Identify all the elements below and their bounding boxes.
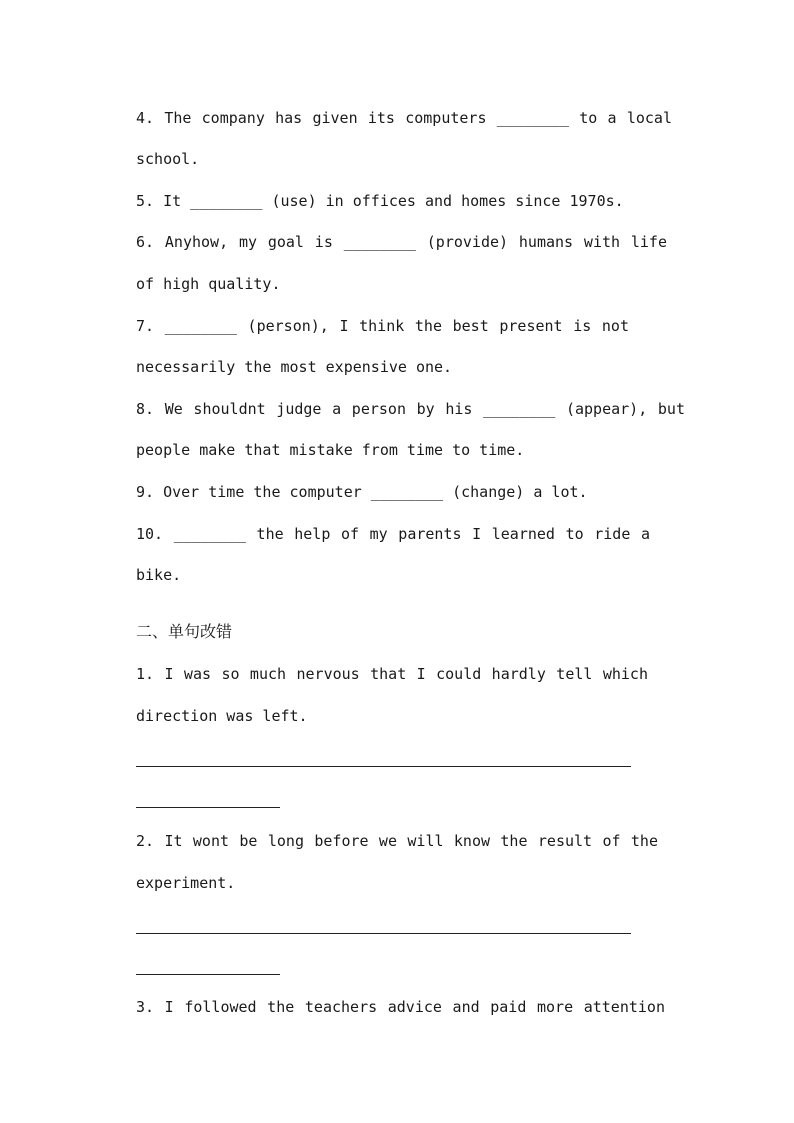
answer-blank-line[interactable] [136,807,280,808]
exercise-line: 7. ________ (person), I think the best present is not [136,317,629,335]
answer-blank-line[interactable] [136,766,631,767]
section-heading: 二、单句改错 [136,622,233,641]
error-item-line: direction was left. [136,707,308,725]
exercise-line: 5. It ________ (use) in offices and homes since 1970s. [136,192,624,210]
error-item-line: 2. It wont be long before we will know the result of the [136,832,658,850]
exercise-line: 9. Over time the computer ________ (change) a lot. [136,483,588,501]
exercise-line: 10. ________ the help of my parents I learned to ride a [136,525,650,543]
exercise-line: 6. Anyhow, my goal is ________ (provide) humans with life [136,233,667,251]
answer-blank-line[interactable] [136,974,280,975]
error-item-line: 1. I was so much nervous that I could hardly tell which [136,665,648,683]
exercise-line: 4. The company has given its computers ________ to a local [136,109,672,127]
exercise-line: school. [136,150,200,168]
exercise-line: 8. We shouldnt judge a person by his ________ (appear), but [136,400,685,418]
exercise-line: necessarily the most expensive one. [136,358,453,376]
error-item-line: 3. I followed the teachers advice and paid more attention [136,998,665,1016]
error-item-line: experiment. [136,874,236,892]
exercise-line: people make that mistake from time to time. [136,441,525,459]
exercise-line: of high quality. [136,275,281,293]
answer-blank-line[interactable] [136,933,631,934]
exercise-line: bike. [136,566,182,584]
